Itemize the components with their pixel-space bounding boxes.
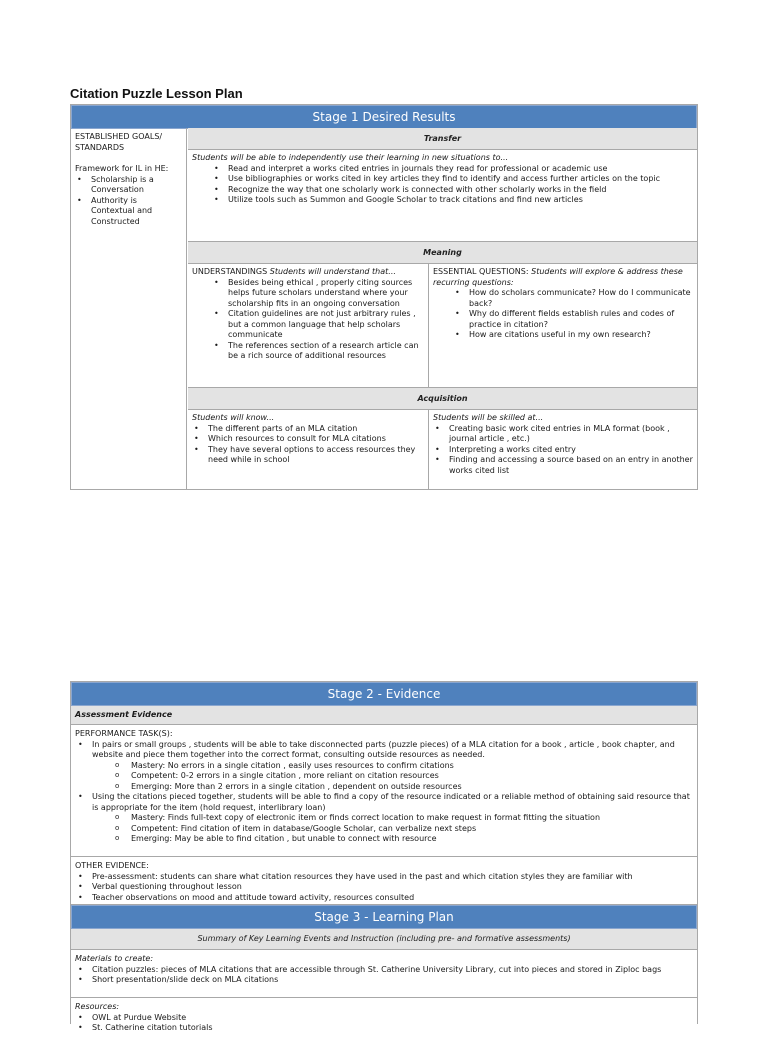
list-item: o Emerging: More than 2 errors in a single citation , dependent on outside resources (75, 782, 693, 793)
task-list-2 (75, 792, 693, 813)
stage1-table (70, 104, 698, 490)
know-cell (188, 410, 429, 490)
understandings-list (192, 278, 424, 362)
skilled-cell (429, 410, 697, 490)
know-intro: Students will know... (192, 413, 275, 422)
transfer-label: Transfer (188, 128, 697, 150)
other-evidence-label: OTHER EVIDENCE: (75, 861, 149, 870)
materials-list (75, 965, 693, 986)
other-evidence-list (75, 872, 693, 904)
framework-list (75, 175, 182, 228)
list-item: • Recognize the way that one scholarly work is connected with other scholarly works in the field (192, 185, 693, 196)
list-item: o Emerging: May be able to find citation , but unable to connect with resource (75, 834, 693, 845)
resources-label: Resources: (75, 1002, 120, 1011)
transfer-intro: Students will be able to independently use their learning in new situations to... (192, 153, 509, 162)
task2-levels (75, 813, 693, 845)
list-item: • Besides being ethical , properly citing sources helps future scholars understand where your scholarship fits in an ongoing conversation (192, 278, 424, 310)
performance-label: PERFORMANCE TASK(S): (75, 729, 173, 738)
list-item: • How are citations useful in my own research? (433, 330, 693, 341)
list-item: • Interpreting a works cited entry (433, 445, 693, 456)
understandings-intro: Students will understand that... (269, 267, 396, 276)
list-item: • Creating basic work cited entries in MLA format (book , journal article , etc.) (433, 424, 693, 445)
skilled-list (433, 424, 693, 477)
stage1-header: Stage 1 Desired Results (71, 105, 697, 129)
framework-label: Framework for IL in HE: (75, 164, 169, 173)
list-item: • Finding and accessing a source based on an entry in another works cited list (433, 455, 693, 476)
list-item: • The references section of a research article can be a rich source of additional resources (192, 341, 424, 362)
materials-label: Materials to create: (75, 954, 154, 963)
transfer-list (192, 164, 693, 206)
questions-list (433, 288, 693, 341)
goals-column (71, 128, 187, 489)
list-item: • Verbal questioning throughout lesson (75, 882, 693, 893)
task-list (75, 740, 693, 761)
list-item: • Short presentation/slide deck on MLA citations (75, 975, 693, 986)
understandings-lead: UNDERSTANDINGS (192, 267, 268, 276)
questions-intro: Students will explore & address these recurring questions: (433, 267, 683, 287)
task1-levels (75, 761, 693, 793)
acquisition-section (188, 410, 697, 490)
list-item: • Utilize tools such as Summon and Google Scholar to track citations and find new articles (192, 195, 693, 206)
understandings-cell (188, 264, 429, 387)
task-text: In pairs or small groups , students will be able to take disconnected parts (puzzle pieces) of a MLA citation for a book , article , book chapter, and website and piece them together into the correct format, consulting outside resources as needed. (92, 739, 675, 759)
skilled-intro: Students will be skilled at... (433, 413, 544, 422)
list-item: • Using the citations pieced together, students will be able to find a copy of the resource indicated or a reliable method of obtaining said resource that is appropriate for the item (hold request, interlibrary loan) (75, 792, 693, 813)
stage3-summary: Summary of Key Learning Events and Instruction (including pre- and formative assessments) (71, 929, 697, 950)
materials-block (71, 950, 697, 998)
list-item: • Citation puzzles: pieces of MLA citations that are accessible through St. Catherine University Library, cut into pieces and stored in Ziploc bags (75, 965, 693, 976)
transfer-section (188, 150, 697, 242)
list-item: • Citation guidelines are not just arbitrary rules , but a common language that help scholars communicate (192, 309, 424, 341)
stage3-header: Stage 3 - Learning Plan (71, 905, 697, 929)
list-item: • Why do different fields establish rules and codes of practice in citation? (433, 309, 693, 330)
list-item: • Read and interpret a works cited entries in journals they read for professional or academic use (192, 164, 693, 175)
list-item: • Which resources to consult for MLA citations (192, 434, 424, 445)
document-title: Citation Puzzle Lesson Plan (70, 86, 243, 101)
list-item: o Mastery: Finds full-text copy of electronic item or finds correct location to make request in format fitting the situation (75, 813, 693, 824)
list-item: • Teacher observations on mood and attitude toward activity, resources consulted (75, 893, 693, 904)
stage2-header: Stage 2 - Evidence (71, 682, 697, 706)
meaning-label: Meaning (188, 242, 697, 264)
assessment-evidence-label: Assessment Evidence (71, 706, 697, 725)
stage1-right (188, 128, 697, 489)
goals-heading: ESTABLISHED GOALS/ STANDARDS (75, 132, 163, 152)
know-list (192, 424, 424, 466)
list-item: • How do scholars communicate? How do I communicate back? (433, 288, 693, 309)
questions-lead: ESSENTIAL QUESTIONS: (433, 267, 529, 276)
list-item: • OWL at Purdue Website (75, 1013, 693, 1024)
stage2-table (70, 681, 698, 1032)
questions-cell (429, 264, 697, 387)
list-item: • Pre-assessment: students can share what citation resources they have used in the past and which citation styles they are familiar with (75, 872, 693, 883)
list-item: o Competent: Find citation of item in database/Google Scholar, can verbalize next steps (75, 824, 693, 835)
list-item (75, 740, 693, 761)
list-item: o Competent: 0-2 errors in a single citation , more reliant on citation resources (75, 771, 693, 782)
resources-block (71, 998, 697, 1038)
list-item: • The different parts of an MLA citation (192, 424, 424, 435)
acquisition-label: Acquisition (188, 388, 697, 410)
list-item: o Mastery: No errors in a single citation , easily uses resources to confirm citations (75, 761, 693, 772)
resources-list (75, 1013, 693, 1034)
list-item: • Scholarship is a Conversation (75, 175, 182, 196)
list-item: • They have several options to access resources they need while in school (192, 445, 424, 466)
meaning-section (188, 264, 697, 388)
list-item: • Use bibliographies or works cited in key articles they find to identify and access further articles on the topic (192, 174, 693, 185)
list-item: • Authority is Contextual and Constructed (75, 196, 182, 228)
performance-tasks (71, 725, 697, 857)
list-item: • St. Catherine citation tutorials (75, 1023, 693, 1034)
other-evidence (71, 857, 697, 905)
